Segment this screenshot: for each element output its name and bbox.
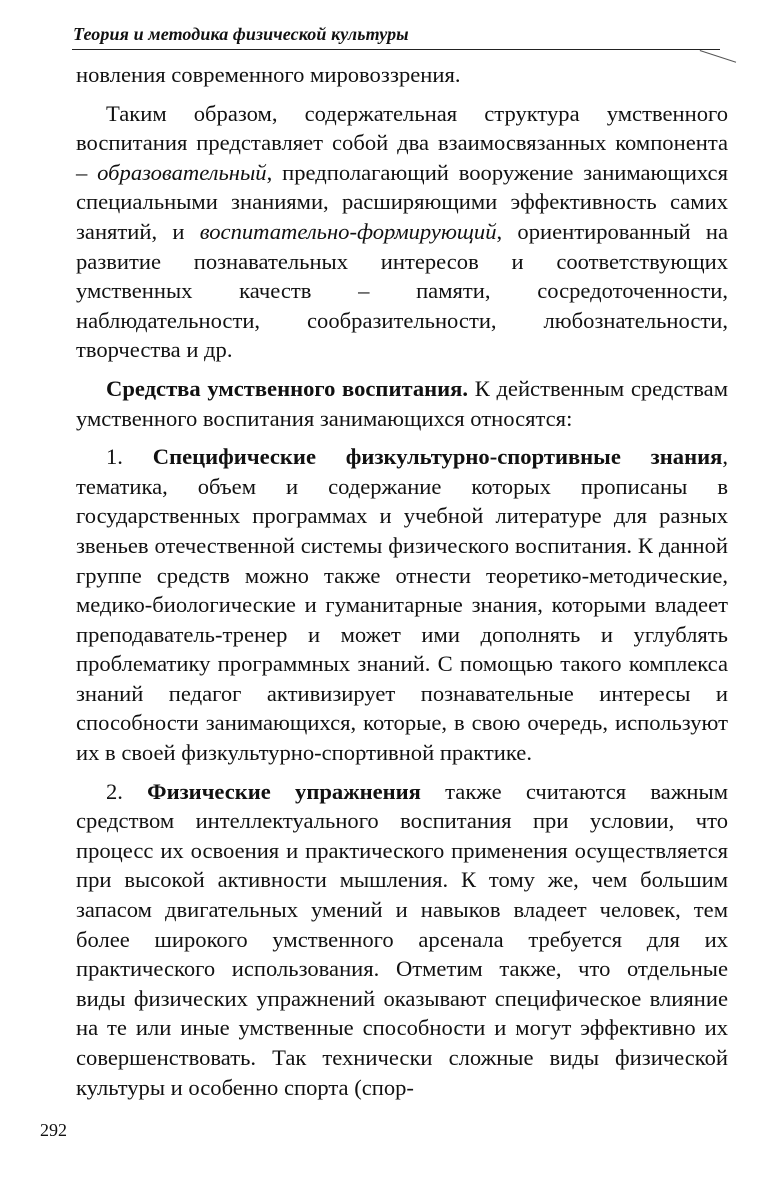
paragraph-text: , ориентированный на развитие познавательных интересов и соответствующих умственных качеств – памяти, сосредоточенности, наблюдательности, сообразительности, любознательности, творчества и др. <box>76 218 729 363</box>
paragraph-continuation <box>76 60 728 90</box>
page-number: 292 <box>40 1120 67 1140</box>
paragraph-text: , тематика, объем и содержание которых прописаны в государственных программах и учебной литературе для разных звеньев отечественной системы физического воспитания. К данной группе средств можно также отнести теоретико-методические, медико-биологические и гуманитарные знания, которыми владеет преподаватель-тренер и может ими дополнять и углублять проблематику программных знаний. С помощью такого комплекса знаний педагог активизирует познавательные интересы и способности занимающихся, которые, в свою очередь, используют их в своей физкультурно-спортивной практике. <box>76 444 728 766</box>
header-rule <box>72 49 720 50</box>
list-item-1 <box>76 442 728 768</box>
list-number: 1. <box>106 444 153 470</box>
paragraph-structure <box>76 99 728 365</box>
term-educational: образовательный <box>97 159 267 185</box>
paragraph-means <box>76 374 728 433</box>
paragraph-text: К действенным средствам умственного воспитания занимающихся относятся: <box>76 375 728 431</box>
paragraph-text: новления современного мировоззрения. <box>76 62 461 87</box>
paragraph-text: Таким образом, содержательная структура умственного воспитания представляет собой два взаимосвязанных компонента – <box>76 100 728 185</box>
paragraph-text: также считаются важным средством интеллектуального воспитания при условии, что процесс их освоения и практического применения осуществляется при высокой активности мышления. К тому же, чем большим запасом двигательных умений и навыков владеет человек, тем более широкого умственного арсенала требуется для их практического использования. Отметим также, что отдельные виды физических упражнений оказывают специфическое влияние на те или иные умственные способности и могут эффективно их совершенствовать. Так технически сложные виды физической культуры и особенно спорта (спор- <box>76 778 728 1100</box>
running-head: Теория и методика физической культуры <box>73 24 409 44</box>
list-item-title: Физические упражнения <box>147 778 421 804</box>
paragraph-text: , предполагающий вооружение занимающихся специальными знаниями, расширяющими эффективность самих занятий, и <box>76 159 728 244</box>
list-number: 2. <box>106 778 148 804</box>
section-heading: Средства умственного воспитания. <box>106 375 469 401</box>
list-item-2 <box>76 777 728 1103</box>
body-text <box>76 60 728 1111</box>
list-item-title: Специфические физкультурно-спортивные знания <box>152 444 723 470</box>
term-upbringing: воспитательно-формирующий <box>199 218 497 244</box>
